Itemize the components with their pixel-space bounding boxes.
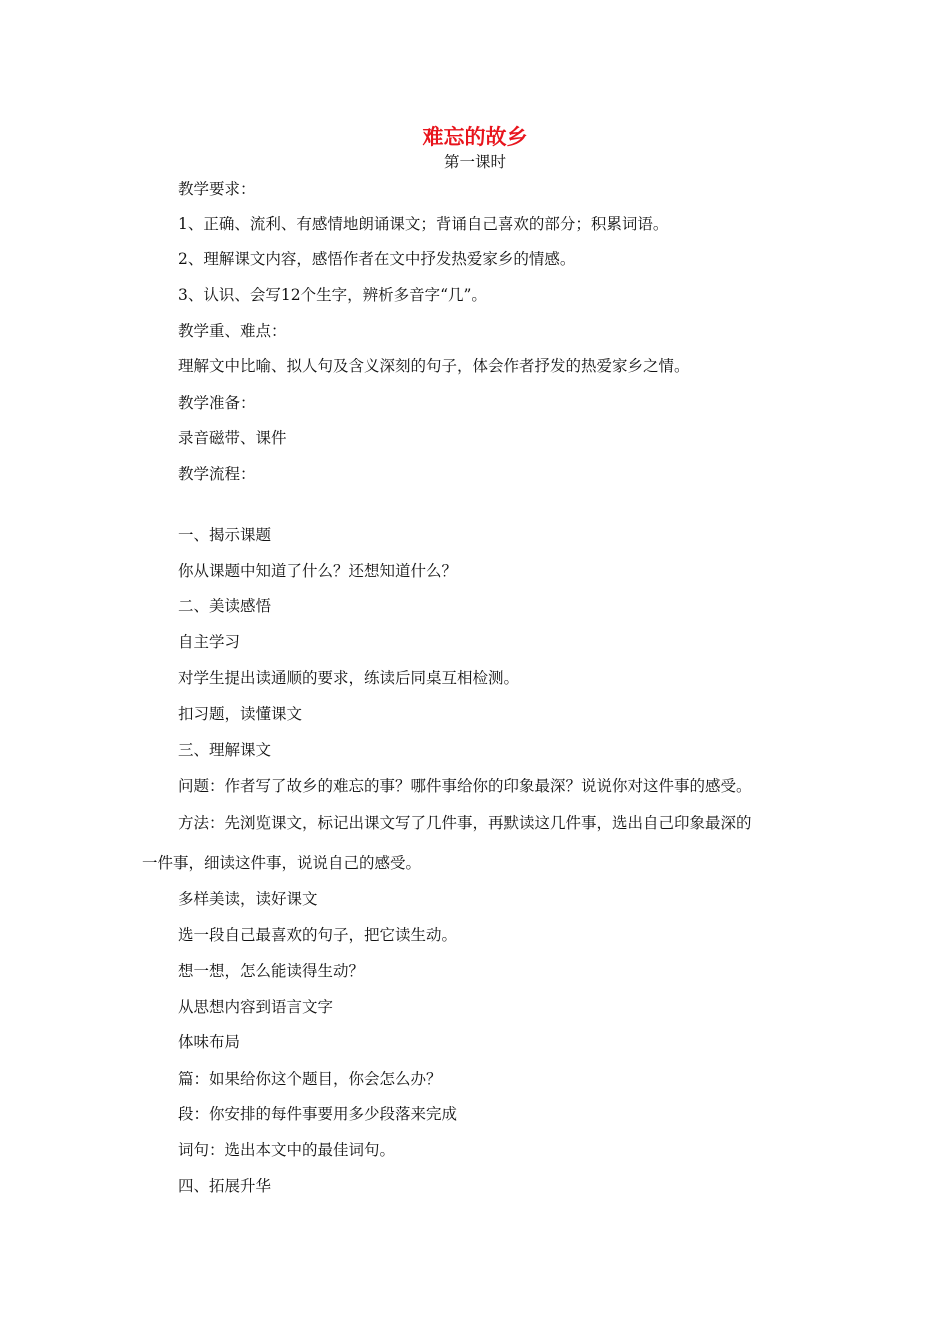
section-heading: 一、揭示课题	[178, 526, 272, 544]
paragraph: 2、理解课文内容，感悟作者在文中抒发热爱家乡的情感。	[178, 250, 576, 268]
section-heading: 教学准备：	[178, 394, 256, 412]
section-heading: 教学流程：	[178, 465, 256, 483]
document-subtitle: 第一课时	[443, 153, 506, 171]
paragraph-continuation: 一件事，细读这件事，说说自己的感受。	[142, 854, 422, 872]
paragraph: 理解文中比喻、拟人句及含义深刻的句子，体会作者抒发的热爱家乡之情。	[178, 357, 690, 375]
paragraph: 词句：选出本文中的最佳词句。	[178, 1141, 396, 1159]
section-heading: 四、拓展升华	[178, 1177, 272, 1195]
paragraph: 你从课题中知道了什么？还想知道什么？	[178, 562, 458, 580]
section-heading: 三、理解课文	[178, 741, 272, 759]
paragraph: 篇：如果给你这个题目，你会怎么办？	[178, 1070, 442, 1088]
paragraph: 段：你安排的每件事要用多少段落来完成	[178, 1105, 458, 1123]
document-title: 难忘的故乡	[422, 125, 528, 149]
paragraph: 选一段自己最喜欢的句子，把它读生动。	[178, 926, 458, 944]
paragraph: 多样美读，读好课文	[178, 890, 318, 908]
paragraph: 想一想，怎么能读得生动？	[178, 962, 365, 980]
paragraph: 扣习题，读懂课文	[178, 705, 303, 723]
paragraph: 方法：先浏览课文，标记出课文写了几件事，再默读这几件事，选出自己印象最深的	[178, 814, 752, 832]
section-heading: 教学要求：	[178, 180, 256, 198]
paragraph: 从思想内容到语言文字	[178, 998, 334, 1016]
paragraph: 3、认识、会写12个生字，辨析多音字“几”。	[178, 286, 487, 304]
paragraph: 1、正确、流利、有感情地朗诵课文；背诵自己喜欢的部分；积累词语。	[178, 215, 669, 233]
paragraph: 录音磁带、课件	[178, 429, 287, 447]
paragraph: 对学生提出读通顺的要求，练读后同桌互相检测。	[178, 669, 520, 687]
paragraph: 体味布局	[178, 1033, 241, 1051]
section-heading: 二、美读感悟	[178, 597, 272, 615]
paragraph: 自主学习	[178, 633, 241, 651]
paragraph: 问题：作者写了故乡的难忘的事？哪件事给你的印象最深？说说你对这件事的感受。	[178, 777, 752, 795]
section-heading: 教学重、难点：	[178, 322, 287, 340]
